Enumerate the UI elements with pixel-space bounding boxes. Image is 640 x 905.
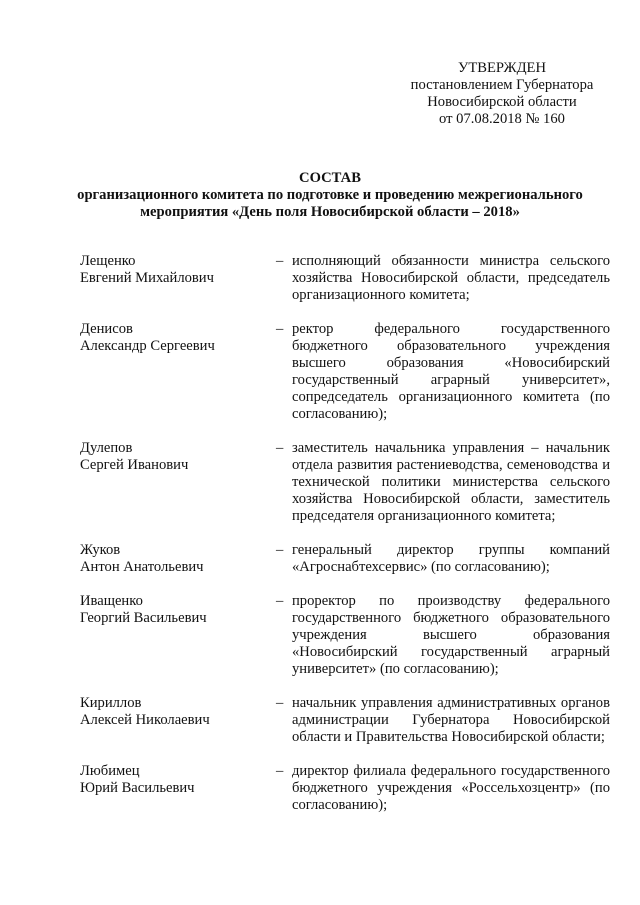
member-dash: – xyxy=(276,321,284,337)
member-dash: – xyxy=(276,763,284,779)
member-surname: Денисов xyxy=(80,321,133,337)
document-heading xyxy=(60,170,600,221)
approval-title: УТВЕРЖДЕН xyxy=(458,60,546,76)
document-title: СОСТАВ xyxy=(299,170,361,186)
member-role: исполняющий обязанности министра сельского хозяйства Новосибирской области, председатель организационного комитета; xyxy=(292,253,610,303)
document-subtitle-line-1: организационного комитета по подготовке и проведению межрегионального xyxy=(77,187,583,203)
member-name xyxy=(80,440,276,474)
member-dash: – xyxy=(276,593,284,609)
member-name xyxy=(80,593,276,627)
member-name xyxy=(80,253,276,287)
approval-authority: постановлением Губернатора xyxy=(410,77,594,93)
member-entry xyxy=(80,253,610,304)
member-entry xyxy=(80,695,610,746)
member-dash: – xyxy=(276,542,284,558)
member-dash: – xyxy=(276,440,284,456)
member-dash: – xyxy=(276,695,284,711)
document-subtitle-line-2: мероприятия «День поля Новосибирской области – 2018» xyxy=(140,204,520,220)
member-surname: Лещенко xyxy=(80,253,136,269)
member-name xyxy=(80,542,276,576)
member-dash: – xyxy=(276,253,284,269)
member-surname: Иващенко xyxy=(80,593,143,609)
member-name xyxy=(80,321,276,355)
member-given-name: Сергей Иванович xyxy=(80,457,189,473)
member-role: директор филиала федерального государственного бюджетного учреждения «Россельхозцентр» (по согласованию); xyxy=(292,763,610,813)
member-name xyxy=(80,695,276,729)
member-surname: Дулепов xyxy=(80,440,133,456)
member-given-name: Алексей Николаевич xyxy=(80,712,210,728)
member-entry xyxy=(80,763,610,814)
member-role: ректор федерального государственного бюджетного образовательного учреждения высшего образования «Новосибирский государственный аграрный университет», сопредседатель организационного комитета (по согласованию); xyxy=(292,321,610,422)
approval-date-number: от 07.08.2018 № 160 xyxy=(439,111,565,127)
member-given-name: Евгений Михайлович xyxy=(80,270,214,286)
member-name xyxy=(80,763,276,797)
member-given-name: Георгий Васильевич xyxy=(80,610,207,626)
member-entry xyxy=(80,440,610,525)
member-given-name: Антон Анатольевич xyxy=(80,559,204,575)
member-list xyxy=(80,253,610,831)
member-role: проректор по производству федерального государственного бюджетного образовательного учреждения высшего образования «Новосибирский государственный аграрный университет» (по согласованию); xyxy=(292,593,610,677)
member-given-name: Александр Сергеевич xyxy=(80,338,215,354)
approval-stamp xyxy=(404,60,600,128)
member-surname: Любимец xyxy=(80,763,140,779)
member-surname: Кириллов xyxy=(80,695,142,711)
member-entry xyxy=(80,593,610,678)
approval-region: Новосибирской области xyxy=(427,94,577,110)
member-role: заместитель начальника управления – начальник отдела развития растениеводства, семеноводства и технической политики министерства сельского хозяйства Новосибирской области, заместитель председателя организационного комитета; xyxy=(292,440,610,524)
member-entry xyxy=(80,321,610,423)
member-entry xyxy=(80,542,610,576)
member-surname: Жуков xyxy=(80,542,121,558)
member-role: начальник управления административных органов администрации Губернатора Новосибирской области и Правительства Новосибирской области; xyxy=(292,695,610,745)
member-given-name: Юрий Васильевич xyxy=(80,780,195,796)
member-role: генеральный директор группы компаний «Агроснабтехсервис» (по согласованию); xyxy=(292,542,610,575)
